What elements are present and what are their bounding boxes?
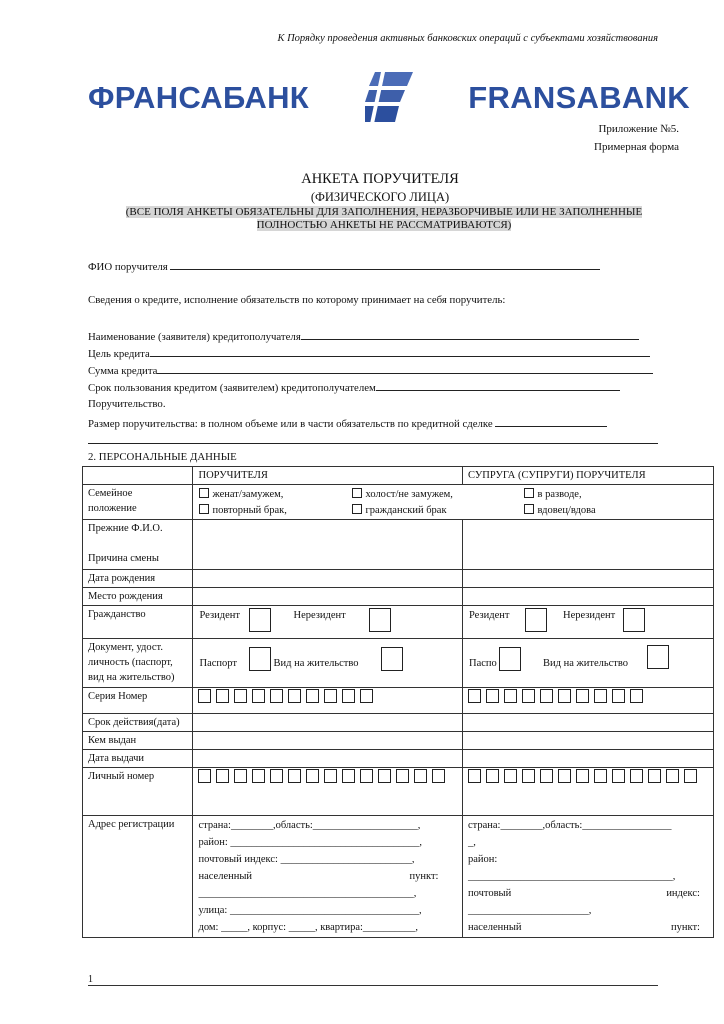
character-cell[interactable] <box>486 689 499 703</box>
character-cells[interactable] <box>198 769 450 788</box>
logo-text-ru: ФРАНСАБАНК <box>88 80 309 115</box>
character-cell[interactable] <box>468 689 481 703</box>
birth-date-input[interactable] <box>193 570 463 588</box>
character-cells[interactable] <box>468 769 708 792</box>
spouse-registration-address-input[interactable]: страна:________,область:_________________ _, район: _______________________________________, почтовый индекс: _______________________, населенный пункт: <box>462 816 713 938</box>
table-row <box>83 588 714 606</box>
table-header-row <box>83 467 714 485</box>
series-number-label: Серия Номер <box>83 688 193 714</box>
previous-name-input[interactable] <box>193 520 463 570</box>
credit-term-field[interactable]: Срок пользования кредитом (заявителем) кредитополучателем <box>88 380 620 394</box>
table-row <box>83 639 714 688</box>
issue-date-label: Дата выдачи <box>83 750 193 768</box>
table-row <box>83 520 714 570</box>
character-cell[interactable] <box>360 689 373 703</box>
checkbox-widowed[interactable]: вдовец/вдова <box>524 503 595 518</box>
character-cell[interactable] <box>630 769 643 783</box>
birth-place-input[interactable] <box>193 588 463 606</box>
character-cell[interactable] <box>540 769 553 783</box>
guarantee-size-line[interactable] <box>88 433 658 444</box>
character-cell[interactable] <box>252 689 265 703</box>
previous-name-label: Прежние Ф.И.О. Причина смены <box>83 520 193 570</box>
table-row <box>83 688 714 714</box>
id-document-options: Паспорт Вид на жительство <box>193 639 463 688</box>
table-row <box>83 485 714 520</box>
bank-logo <box>88 72 690 122</box>
character-cell[interactable] <box>594 769 607 783</box>
issue-date-input[interactable] <box>193 750 463 768</box>
form-kind: Примерная форма <box>594 141 679 153</box>
form-title: АНКЕТА ПОРУЧИТЕЛЯ <box>301 171 459 187</box>
character-cell[interactable] <box>252 769 265 783</box>
personal-number-input[interactable] <box>193 768 463 816</box>
character-cell[interactable] <box>648 769 661 783</box>
character-cell[interactable] <box>576 769 589 783</box>
table-row <box>83 714 714 732</box>
id-document-label: Документ, удост. личность (паспорт, вид на жительство) <box>83 639 193 688</box>
page-footer <box>88 974 658 986</box>
character-cell[interactable] <box>522 689 535 703</box>
section-2-title: 2. ПЕРСОНАЛЬНЫЕ ДАННЫЕ <box>88 451 237 463</box>
table-row <box>83 768 714 816</box>
column-guarantor: ПОРУЧИТЕЛЯ <box>193 467 463 485</box>
checkbox-icon <box>524 504 534 514</box>
spouse-birth-place-input[interactable] <box>462 588 713 606</box>
character-cell[interactable] <box>504 689 517 703</box>
character-cell[interactable] <box>522 769 535 783</box>
spouse-id-document-options: Паспо Вид на жительство <box>462 639 713 688</box>
marital-status-options <box>193 485 714 520</box>
table-row <box>83 732 714 750</box>
table-row <box>83 750 714 768</box>
birth-place-label: Место рождения <box>83 588 193 606</box>
passport-checkbox[interactable] <box>249 647 271 671</box>
registration-address-label: Адрес регистрации <box>83 816 193 938</box>
checkbox-icon <box>352 504 362 514</box>
logo-text-en: FRANSABANK <box>468 80 690 115</box>
character-cell[interactable] <box>558 769 571 783</box>
character-cell[interactable] <box>306 769 319 783</box>
issued-by-input[interactable] <box>193 732 463 750</box>
page-number: 1 <box>88 974 93 985</box>
spouse-series-number-input[interactable] <box>462 688 713 714</box>
character-cell[interactable] <box>324 769 337 783</box>
character-cell[interactable] <box>432 769 445 783</box>
spouse-previous-name-input[interactable] <box>462 520 713 570</box>
character-cell[interactable] <box>630 689 643 703</box>
character-cell[interactable] <box>558 689 571 703</box>
character-cell[interactable] <box>198 769 211 783</box>
spouse-issue-date-input[interactable] <box>462 750 713 768</box>
credit-amount-field[interactable]: Сумма кредита <box>88 363 653 377</box>
character-cell[interactable] <box>396 769 409 783</box>
spouse-citizenship-options: Резидент Нерезидент <box>462 606 713 639</box>
character-cell[interactable] <box>270 769 283 783</box>
table-row <box>83 606 714 639</box>
spouse-nonresident-checkbox[interactable] <box>623 608 645 632</box>
guarantee-label: Поручительство. <box>88 398 166 410</box>
citizenship-options: Резидент Нерезидент <box>193 606 463 639</box>
nonresident-checkbox[interactable] <box>369 608 391 632</box>
table-row <box>83 816 714 938</box>
character-cell[interactable] <box>198 689 211 703</box>
form-warning: (ВСЕ ПОЛЯ АНКЕТЫ ОБЯЗАТЕЛЬНЫ ДЛЯ ЗАПОЛНЕНИЯ, НЕРАЗБОРЧИВЫЕ ИЛИ НЕ ЗАПОЛНЕННЫЕ ПОЛНОСТЬЮ АНКЕТЫ НЕ РАССМАТРИВАЮТСЯ) <box>125 206 643 231</box>
character-cell[interactable] <box>360 769 373 783</box>
character-cell[interactable] <box>486 769 499 783</box>
guarantor-name-field[interactable]: ФИО поручителя <box>88 259 600 273</box>
residence-permit-checkbox[interactable] <box>381 647 403 671</box>
character-cell[interactable] <box>324 689 337 703</box>
character-cell[interactable] <box>576 689 589 703</box>
checkbox-icon <box>352 488 362 498</box>
table-row <box>83 570 714 588</box>
character-cell[interactable] <box>270 689 283 703</box>
validity-label: Срок действия(дата) <box>83 714 193 732</box>
character-cell[interactable] <box>216 689 229 703</box>
checkbox-remarried[interactable]: повторный брак, <box>199 503 286 518</box>
character-cell[interactable] <box>342 689 355 703</box>
character-cell[interactable] <box>288 769 301 783</box>
personal-number-label: Личный номер <box>83 768 193 816</box>
validity-input[interactable] <box>193 714 463 732</box>
character-cell[interactable] <box>666 769 679 783</box>
character-cell[interactable] <box>234 689 247 703</box>
character-cells[interactable] <box>468 689 648 708</box>
character-cell[interactable] <box>288 689 301 703</box>
checkbox-divorced[interactable]: в разводе, <box>524 487 581 502</box>
character-cell[interactable] <box>342 769 355 783</box>
character-cell[interactable] <box>504 769 517 783</box>
spouse-residence-permit-checkbox[interactable] <box>647 645 669 669</box>
checkbox-married[interactable]: женат/замужем, <box>199 487 283 502</box>
checkbox-icon <box>524 488 534 498</box>
citizenship-label: Гражданство <box>83 606 193 639</box>
fransabank-emblem-icon <box>365 72 413 122</box>
regulation-note: К Порядку проведения активных банковских операций с субъектами хозяйствования <box>277 33 658 44</box>
character-cell[interactable] <box>540 689 553 703</box>
registration-address-input[interactable]: страна:________,область:____________________, район: ____________________________________, почтовый индекс: _________________________, населенный пункт: _________________________________________, улица: ____________________________________, дом: _____, корпус: _____, квартира:__________, <box>193 816 463 938</box>
form-subtitle: (ФИЗИЧЕСКОГО ЛИЦА) <box>310 190 450 204</box>
issued-by-label: Кем выдан <box>83 732 193 750</box>
credit-purpose-field[interactable]: Цель кредита <box>88 346 650 360</box>
credit-info-label: Сведения о кредите, исполнение обязательств по которому принимает на себя поручитель: <box>88 294 506 306</box>
character-cell[interactable] <box>612 689 625 703</box>
spouse-issued-by-input[interactable] <box>462 732 713 750</box>
column-spouse: СУПРУГА (СУПРУГИ) ПОРУЧИТЕЛЯ <box>462 467 713 485</box>
character-cells[interactable] <box>198 689 378 708</box>
character-cell[interactable] <box>468 769 481 783</box>
character-cell[interactable] <box>234 769 247 783</box>
annex-number: Приложение №5. <box>598 123 679 135</box>
resident-checkbox[interactable] <box>249 608 271 632</box>
character-cell[interactable] <box>414 769 427 783</box>
marital-status-label: Семейное положение <box>83 485 193 520</box>
character-cell[interactable] <box>684 769 697 783</box>
series-number-input[interactable] <box>193 688 463 714</box>
character-cell[interactable] <box>216 769 229 783</box>
spouse-validity-input[interactable] <box>462 714 713 732</box>
borrower-name-field[interactable]: Наименование (заявителя) кредитополучателя <box>88 329 639 343</box>
birth-date-label: Дата рождения <box>83 570 193 588</box>
spouse-resident-checkbox[interactable] <box>525 608 547 632</box>
personal-data-table <box>82 466 714 938</box>
character-cell[interactable] <box>378 769 391 783</box>
character-cell[interactable] <box>594 689 607 703</box>
checkbox-single[interactable]: холост/не замужем, <box>352 487 452 502</box>
checkbox-icon <box>199 504 209 514</box>
character-cell[interactable] <box>612 769 625 783</box>
spouse-birth-date-input[interactable] <box>462 570 713 588</box>
checkbox-civil-marriage[interactable]: гражданский брак <box>352 503 446 518</box>
guarantee-size-field[interactable]: Размер поручительства: в полном объеме или в части обязательств по кредитной сделке <box>88 416 607 430</box>
spouse-passport-checkbox[interactable] <box>499 647 521 671</box>
checkbox-icon <box>199 488 209 498</box>
character-cell[interactable] <box>306 689 319 703</box>
spouse-personal-number-input[interactable] <box>462 768 713 816</box>
